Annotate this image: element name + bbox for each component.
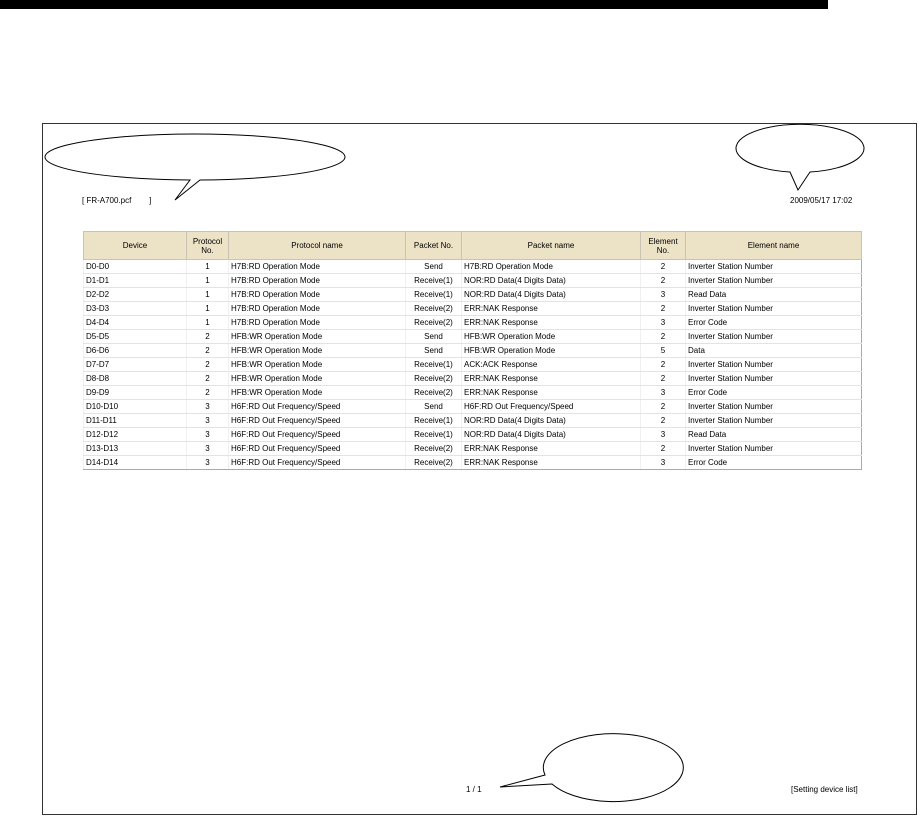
cell-element-no: 2: [641, 442, 686, 456]
cell-protocol-name: H6F:RD Out Frequency/Speed: [229, 400, 406, 414]
cell-packet-no: Receive(1): [406, 288, 462, 302]
file-name-label: [ FR-A700.pcf ]: [82, 196, 152, 205]
cell-packet-name: ERR:NAK Response: [462, 386, 641, 400]
cell-protocol-name: H7B:RD Operation Mode: [229, 260, 406, 274]
cell-packet-no: Receive(1): [406, 274, 462, 288]
cell-device: D7-D7: [84, 358, 187, 372]
cell-element-no: 5: [641, 344, 686, 358]
cell-device: D12-D12: [84, 428, 187, 442]
col-header-element-name: Element name: [686, 232, 862, 260]
callout-bubble-page: [500, 734, 683, 802]
cell-device: D3-D3: [84, 302, 187, 316]
cell-packet-name: ERR:NAK Response: [462, 372, 641, 386]
callout-bubble-datetime: [736, 124, 864, 190]
cell-protocol-no: 2: [187, 372, 229, 386]
cell-packet-name: ERR:NAK Response: [462, 456, 641, 470]
cell-protocol-name: H7B:RD Operation Mode: [229, 274, 406, 288]
cell-packet-name: HFB:WR Operation Mode: [462, 344, 641, 358]
table-row: [84, 344, 862, 358]
col-header-packet-name: Packet name: [462, 232, 641, 260]
cell-protocol-no: 3: [187, 400, 229, 414]
cell-element-no: 2: [641, 400, 686, 414]
cell-packet-name: H7B:RD Operation Mode: [462, 260, 641, 274]
cell-element-name: Error Code: [686, 456, 862, 470]
cell-protocol-no: 1: [187, 288, 229, 302]
cell-packet-no: Receive(1): [406, 414, 462, 428]
col-header-element-no: Element No.: [641, 232, 686, 260]
cell-packet-no: Receive(2): [406, 316, 462, 330]
table-row: [84, 330, 862, 344]
cell-element-name: Inverter Station Number: [686, 260, 862, 274]
cell-protocol-no: 1: [187, 316, 229, 330]
cell-device: D4-D4: [84, 316, 187, 330]
cell-element-name: Inverter Station Number: [686, 372, 862, 386]
table-row: [84, 400, 862, 414]
cell-packet-name: ACK:ACK Response: [462, 358, 641, 372]
cell-element-name: Read Data: [686, 288, 862, 302]
cell-element-no: 2: [641, 260, 686, 274]
cell-protocol-no: 3: [187, 456, 229, 470]
cell-protocol-name: HFB:WR Operation Mode: [229, 330, 406, 344]
cell-packet-name: HFB:WR Operation Mode: [462, 330, 641, 344]
cell-element-name: Inverter Station Number: [686, 414, 862, 428]
cell-protocol-name: HFB:WR Operation Mode: [229, 372, 406, 386]
cell-protocol-name: HFB:WR Operation Mode: [229, 344, 406, 358]
table-row: [84, 316, 862, 330]
cell-protocol-no: 1: [187, 260, 229, 274]
table-row: [84, 442, 862, 456]
cell-protocol-no: 1: [187, 302, 229, 316]
cell-packet-name: NOR:RD Data(4 Digits Data): [462, 428, 641, 442]
cell-protocol-no: 3: [187, 442, 229, 456]
cell-protocol-name: HFB:WR Operation Mode: [229, 386, 406, 400]
cell-protocol-no: 1: [187, 274, 229, 288]
table-row: [84, 414, 862, 428]
cell-element-name: Read Data: [686, 428, 862, 442]
table-row: [84, 456, 862, 470]
table-row: [84, 428, 862, 442]
cell-element-name: Inverter Station Number: [686, 274, 862, 288]
cell-element-name: Inverter Station Number: [686, 302, 862, 316]
cell-protocol-name: H6F:RD Out Frequency/Speed: [229, 442, 406, 456]
cell-element-no: 3: [641, 428, 686, 442]
table-row: [84, 274, 862, 288]
cell-device: D6-D6: [84, 344, 187, 358]
cell-packet-name: ERR:NAK Response: [462, 316, 641, 330]
device-list-table: [83, 231, 862, 470]
cell-element-no: 2: [641, 372, 686, 386]
cell-element-name: Inverter Station Number: [686, 330, 862, 344]
cell-protocol-no: 2: [187, 386, 229, 400]
col-header-device: Device: [84, 232, 187, 260]
cell-element-no: 2: [641, 358, 686, 372]
cell-element-no: 3: [641, 316, 686, 330]
cell-protocol-no: 2: [187, 330, 229, 344]
cell-protocol-name: H7B:RD Operation Mode: [229, 302, 406, 316]
col-header-protocol-name: Protocol name: [229, 232, 406, 260]
cell-element-name: Error Code: [686, 386, 862, 400]
cell-element-no: 3: [641, 288, 686, 302]
cell-device: D9-D9: [84, 386, 187, 400]
cell-packet-name: NOR:RD Data(4 Digits Data): [462, 274, 641, 288]
page-number: 1 / 1: [466, 785, 482, 794]
cell-protocol-no: 3: [187, 414, 229, 428]
cell-device: D14-D14: [84, 456, 187, 470]
cell-packet-no: Receive(2): [406, 302, 462, 316]
col-header-packet-no: Packet No.: [406, 232, 462, 260]
cell-device: D2-D2: [84, 288, 187, 302]
print-datetime: 2009/05/17 17:02: [790, 196, 853, 205]
table-row: [84, 386, 862, 400]
cell-device: D13-D13: [84, 442, 187, 456]
cell-element-name: Data: [686, 344, 862, 358]
table-row: [84, 372, 862, 386]
cell-device: D8-D8: [84, 372, 187, 386]
cell-packet-no: Send: [406, 344, 462, 358]
cell-packet-no: Receive(1): [406, 428, 462, 442]
cell-element-no: 3: [641, 386, 686, 400]
cell-packet-name: NOR:RD Data(4 Digits Data): [462, 288, 641, 302]
cell-element-no: 2: [641, 274, 686, 288]
cell-protocol-no: 2: [187, 344, 229, 358]
cell-protocol-name: H7B:RD Operation Mode: [229, 288, 406, 302]
table-header-row: [84, 232, 862, 260]
cell-protocol-name: H7B:RD Operation Mode: [229, 316, 406, 330]
cell-element-no: 3: [641, 456, 686, 470]
cell-device: D11-D11: [84, 414, 187, 428]
cell-packet-no: Receive(2): [406, 386, 462, 400]
callout-bubble-filename: [45, 134, 345, 200]
cell-protocol-name: H6F:RD Out Frequency/Speed: [229, 428, 406, 442]
cell-packet-no: Send: [406, 330, 462, 344]
cell-device: D1-D1: [84, 274, 187, 288]
col-header-protocol-no: Protocol No.: [187, 232, 229, 260]
cell-element-no: 2: [641, 302, 686, 316]
cell-packet-no: Receive(2): [406, 456, 462, 470]
cell-element-no: 2: [641, 330, 686, 344]
cell-protocol-name: H6F:RD Out Frequency/Speed: [229, 456, 406, 470]
cell-packet-no: Receive(2): [406, 442, 462, 456]
cell-packet-name: H6F:RD Out Frequency/Speed: [462, 400, 641, 414]
cell-packet-name: NOR:RD Data(4 Digits Data): [462, 414, 641, 428]
cell-element-name: Inverter Station Number: [686, 442, 862, 456]
list-name-label: [Setting device list]: [791, 785, 858, 794]
cell-device: D5-D5: [84, 330, 187, 344]
cell-protocol-name: H6F:RD Out Frequency/Speed: [229, 414, 406, 428]
cell-element-name: Error Code: [686, 316, 862, 330]
cell-device: D0-D0: [84, 260, 187, 274]
cell-protocol-no: 3: [187, 428, 229, 442]
cell-packet-name: ERR:NAK Response: [462, 442, 641, 456]
table-row: [84, 358, 862, 372]
cell-packet-no: Receive(2): [406, 372, 462, 386]
cell-packet-no: Send: [406, 400, 462, 414]
cell-element-name: Inverter Station Number: [686, 358, 862, 372]
cell-protocol-no: 2: [187, 358, 229, 372]
cell-packet-no: Receive(1): [406, 358, 462, 372]
cell-element-name: Inverter Station Number: [686, 400, 862, 414]
cell-packet-no: Send: [406, 260, 462, 274]
cell-packet-name: ERR:NAK Response: [462, 302, 641, 316]
table-row: [84, 302, 862, 316]
cell-element-no: 2: [641, 414, 686, 428]
table-row: [84, 288, 862, 302]
table-row: [84, 260, 862, 274]
cell-protocol-name: HFB:WR Operation Mode: [229, 358, 406, 372]
cell-device: D10-D10: [84, 400, 187, 414]
